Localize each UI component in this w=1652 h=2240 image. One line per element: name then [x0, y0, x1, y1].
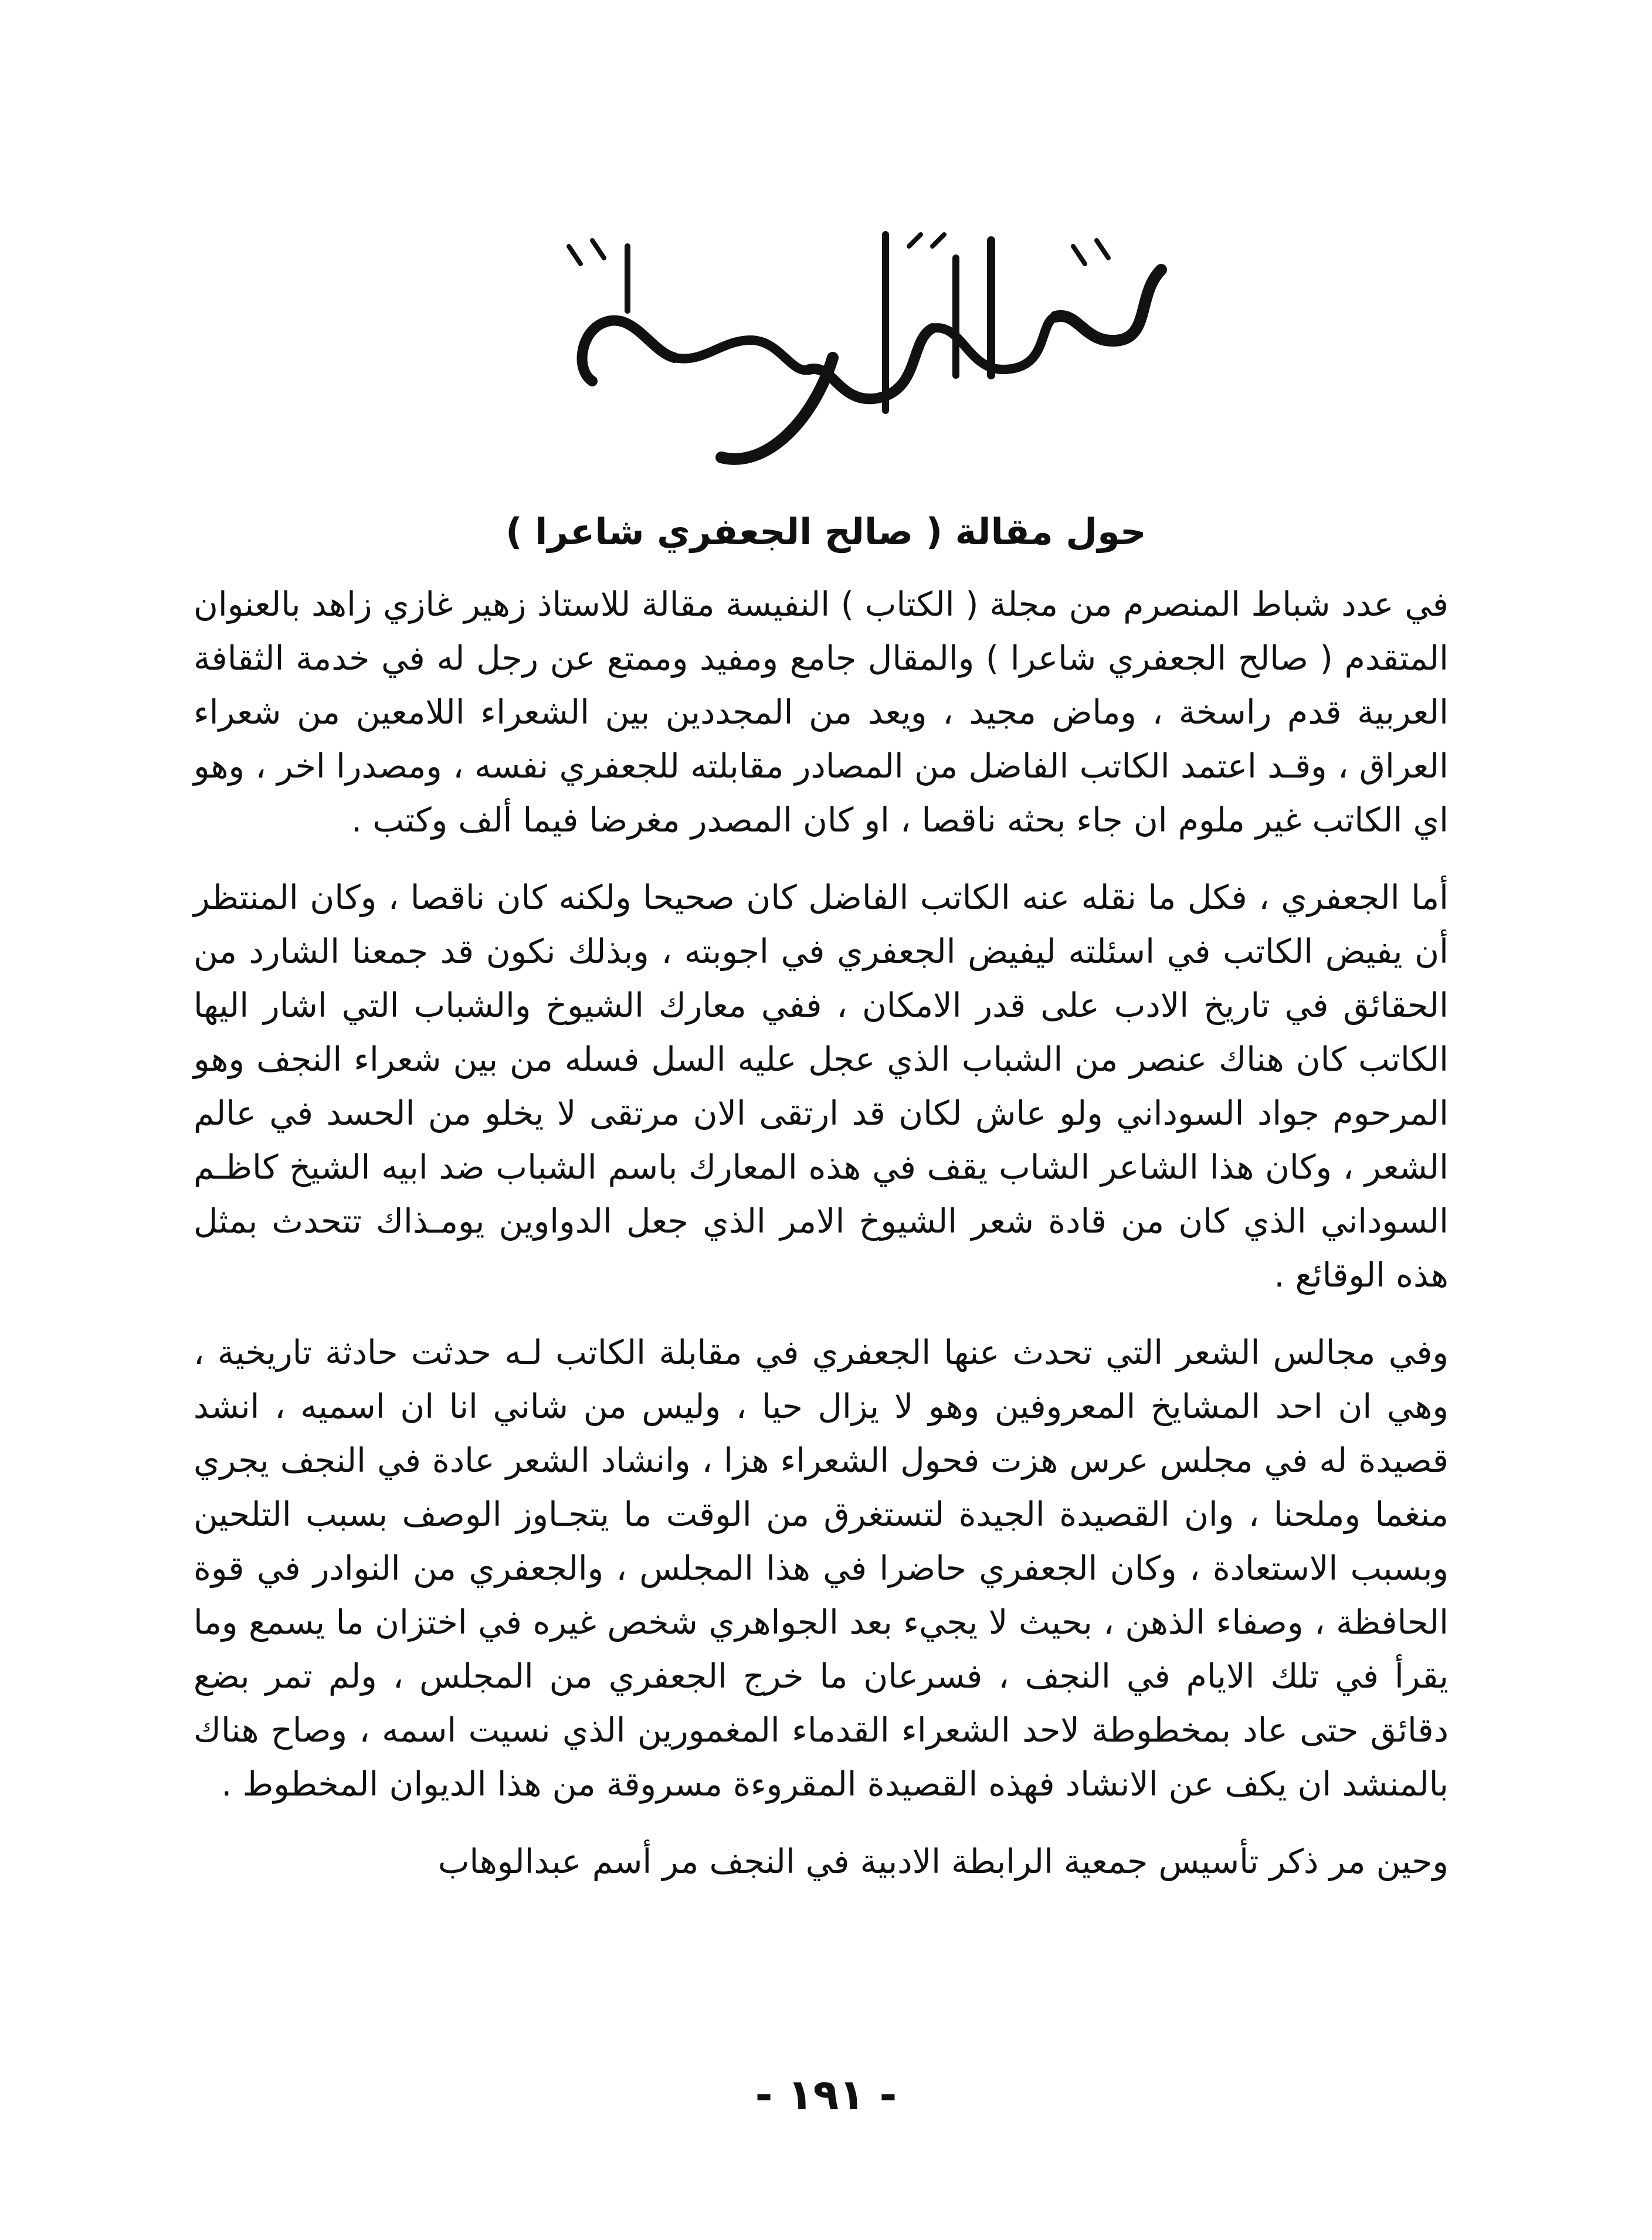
page-number: - ١٩١ -: [755, 2070, 897, 2119]
paragraph: وفي مجالس الشعر التي تحدث عنها الجعفري في مقابلة الكاتب لـه حدثت حادثة تاريخية ، وهي ان احد المشايخ المعروفين وهو لا يزال حيا ، وليس من شاني انا ان اسميه ، انشد قصيدة له في مجلس عرس هزت فحول الشعراء هزا ، وانشاد الشعر عادة في النجف يجري منغما وملحنا ، وان القصيدة الجيدة لتستغرق من الوقت ما يتجـاوز الوصف بسبب التلحين وبسبب الاستعادة ، وكان الجعفري حاضرا في هذا المجلس ، والجعفري من النوادر في قوة الحافظة ، وصفاء الذهن ، بحيث لا يجيء بعد الجواهري شخص غيره في اختزان ما يسمع وما يقرأ في تلك الايام في النجف ، فسرعان ما خرج الجعفري من المجلس ، ولم تمر بضع دقائق حتى عاد بمخطوطة لاحد الشعراء القدماء المغمورين الذي نسيت اسمه ، وصاح هناك بالمنشد ان يكف عن الانشاد فهذه القصيدة المقروءة مسروقة من هذا الديوان المخطوط .: [194, 1333, 1449, 1804]
article-body: [194, 578, 1449, 1912]
article-subtitle: حول مقالة ( صالح الجعفري شاعرا ): [506, 510, 1146, 553]
paragraph: في عدد شباط المنصرم من مجلة ( الكتاب ) النفيسة مقالة للاستاذ زهير غازي زاهد بالعنوان المتقدم ( صالح الجعفري شاعرا ) والمقال جامع ومفيد وممتع عن رجل له في خدمة الثقافة العربية قدم راسخة ، وماض مجيد ، ويعد من المجددين بين الشعراء اللامعين من شعراء العراق ، وقـد اعتمد الكاتب الفاضل من المصادر مقابلته للجعفري نفسه ، ومصدرا اخر ، وهو اي الكاتب غير ملوم ان جاء بحثه ناقصا ، او كان المصدر مغرضا فيما ألف وكتب .: [194, 585, 1449, 840]
paragraph: أما الجعفري ، فكل ما نقله عنه الكاتب الفاضل كان صحيحا ولكنه كان ناقصا ، وكان المنتظر أن يفيض الكاتب في اسئلته ليفيض الجعفري في اجوبته ، وبذلك نكون قد جمعنا الشارد من الحقائق في تاريخ الادب على قدر الامكان ، ففي معارك الشيوخ والشباب التي اشار اليها الكاتب كان هناك عنصر من الشباب الذي عجل عليه السل فسله من بين شعراء النجف وهو المرحوم جواد السوداني ولو عاش لكان قد ارتقى الان مرتقى لا يخلو من الحسد في عالم الشعر ، وكان هذا الشاعر الشاب يقف في هذه المعارك باسم الشباب ضد ابيه الشيخ كاظـم السوداني الذي كان من قادة شعر الشيوخ الامر الذي جعل الدواوين يومـذاك تتحدث بمثل هذه الوقائع .: [194, 878, 1449, 1295]
paragraph: وحين مر ذكر تأسيس جمعية الرابطة الادبية في النجف مر أسم عبدالوهاب: [437, 1842, 1449, 1881]
